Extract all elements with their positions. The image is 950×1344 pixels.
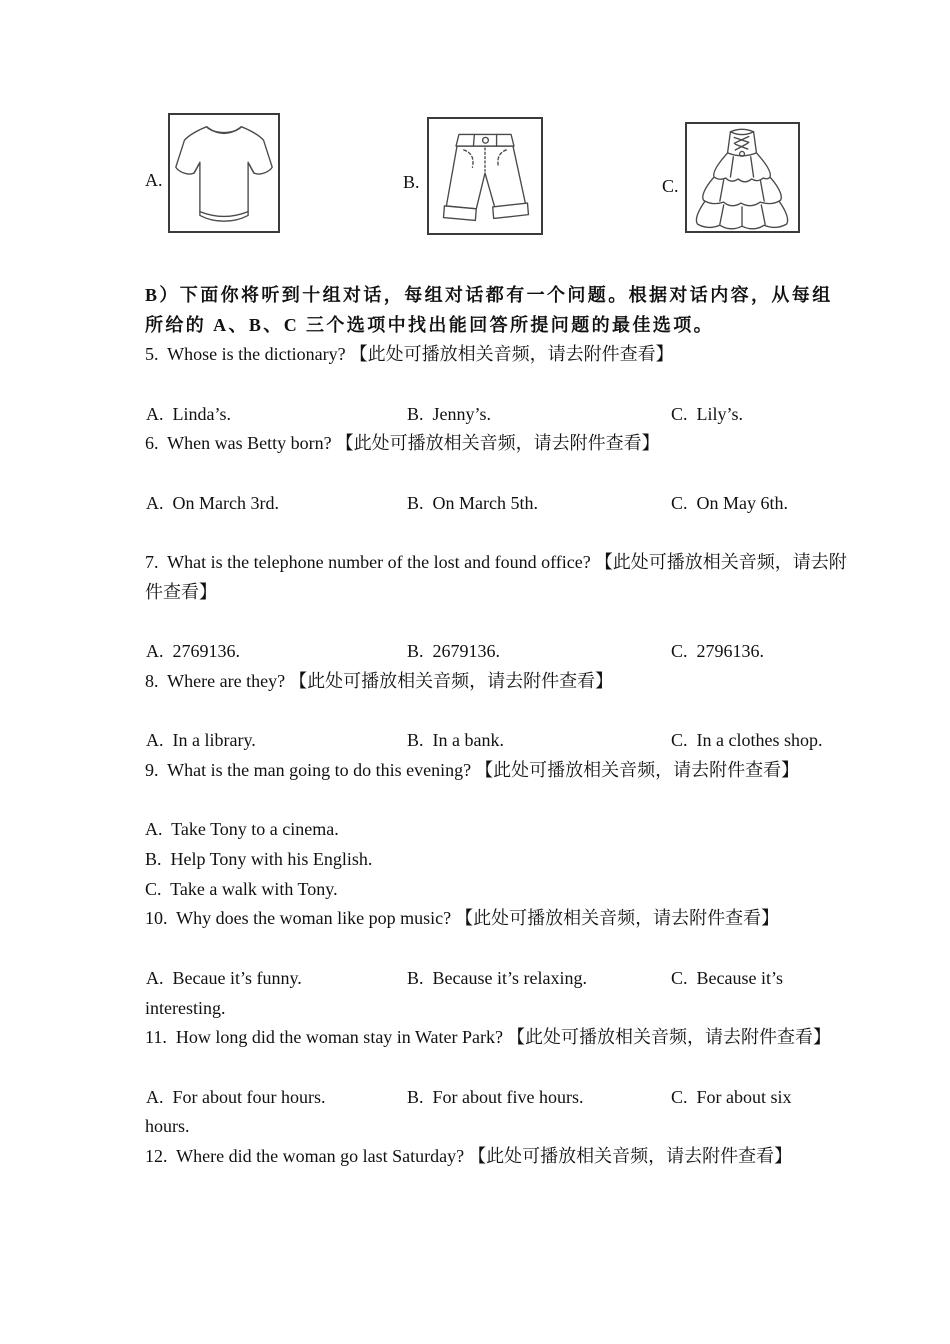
- dress-icon: [687, 124, 798, 231]
- question-10-audio-note: 【此处可播放相关音频，请去附件查看】: [455, 908, 780, 929]
- question-6-stem: 6. When was Betty born?: [145, 433, 332, 454]
- question-6-line: [145, 429, 835, 459]
- question-8-option-c: C. In a clothes shop.: [671, 730, 823, 751]
- picture-option-b-box: [427, 117, 543, 235]
- question-7-options: [145, 637, 835, 667]
- question-11-options: [145, 1083, 835, 1113]
- question-12-audio-note: 【此处可播放相关音频，请去附件查看】: [468, 1145, 793, 1166]
- question-10-option-c-overflow: interesting.: [145, 997, 226, 1018]
- question-8-options: [145, 726, 835, 756]
- question-12-line: [145, 1142, 835, 1172]
- spacer: [145, 697, 835, 727]
- spacer: [145, 934, 835, 964]
- question-7-line1: [145, 548, 847, 578]
- question-10-option-a: A. Becaue it’s funny.: [146, 967, 302, 988]
- t-shirt-icon: [170, 115, 278, 231]
- question-6-option-a: A. On March 3rd.: [146, 492, 279, 513]
- question-10-options: [145, 964, 835, 994]
- question-9-audio-note: 【此处可播放相关音频，请去附件查看】: [475, 760, 800, 780]
- picture-option-c-box: [685, 122, 800, 233]
- spacer: [145, 519, 835, 549]
- question-10-stem: 10. Why does the woman like pop music?: [145, 908, 452, 929]
- question-11-line: [145, 1023, 835, 1053]
- spacer: [145, 608, 835, 638]
- spacer: [145, 786, 835, 816]
- question-7-option-a: A. 2769136.: [146, 641, 240, 662]
- question-5-line: [145, 340, 835, 370]
- picture-option-a-box: [168, 113, 280, 233]
- question-8-stem: 8. Where are they?: [145, 670, 286, 691]
- question-8-line: [145, 667, 835, 697]
- question-11-stem: 11. How long did the woman stay in Water Park?: [145, 1027, 503, 1048]
- question-7-line2: [145, 578, 835, 608]
- question-6-audio-note: 【此处可播放相关音频，请去附件查看】: [335, 433, 660, 454]
- question-6-options: [145, 489, 835, 519]
- question-11-option-c: C. For about six: [671, 1086, 792, 1107]
- question-11-option-a: A. For about four hours.: [146, 1086, 326, 1107]
- question-9-stem: 9. What is the man going to do this evening?: [145, 760, 472, 780]
- spacer: [145, 459, 835, 489]
- question-9-option-b: B. Help Tony with his English.: [145, 849, 373, 870]
- question-5-audio-note: 【此处可播放相关音频，请去附件查看】: [349, 344, 674, 365]
- question-5-stem: 5. Whose is the dictionary?: [145, 344, 346, 365]
- question-9-line: [145, 756, 835, 786]
- question-10-line: [145, 904, 835, 934]
- spacer: [145, 1053, 835, 1083]
- question-7-option-c: C. 2796136.: [671, 641, 765, 662]
- shorts-icon: [429, 119, 541, 233]
- question-11-audio-note: 【此处可播放相关音频，请去附件查看】: [507, 1027, 831, 1048]
- question-7-audio-note-part2: 件查看】: [145, 581, 217, 602]
- picture-option-c-label: C.: [662, 176, 679, 196]
- picture-option-a-label: A.: [145, 170, 163, 190]
- question-9-option-c: C. Take a walk with Tony.: [145, 878, 338, 899]
- question-12-stem: 12. Where did the woman go last Saturday?: [145, 1145, 465, 1166]
- question-8-option-a: A. In a library.: [146, 730, 256, 751]
- question-5-options: [145, 400, 835, 430]
- question-7-option-b: B. 2679136.: [407, 641, 501, 662]
- section-b-heading-line2: 所给的 A、B、C 三个选项中找出能回答所提问题的最佳选项。: [145, 314, 715, 335]
- question-8-option-b: B. In a bank.: [407, 730, 504, 751]
- question-7-stem: 7. What is the telephone number of the lost and found office?: [145, 552, 591, 573]
- question-5-option-a: A. Linda’s.: [146, 403, 231, 424]
- question-5-option-c: C. Lily’s.: [671, 403, 744, 424]
- question-7-audio-note-part1: 【此处可播放相关音频，请去附: [594, 552, 847, 573]
- question-10-option-b: B. Because it’s relaxing.: [407, 967, 587, 988]
- question-6-option-c: C. On May 6th.: [671, 492, 788, 513]
- question-8-audio-note: 【此处可播放相关音频，请去附件查看】: [289, 670, 614, 691]
- picture-option-b-label: B.: [403, 172, 420, 192]
- question-10-option-c: C. Because it’s: [671, 967, 783, 988]
- question-5-option-b: B. Jenny’s.: [407, 403, 492, 424]
- question-9-option-a: A. Take Tony to a cinema.: [145, 819, 339, 840]
- question-11-option-c-overflow: hours.: [145, 1116, 190, 1137]
- section-b-content: [145, 281, 847, 1172]
- spacer: [145, 370, 835, 400]
- question-6-option-b: B. On March 5th.: [407, 492, 538, 513]
- section-b-heading-line1: B）下面你将听到十组对话，每组对话都有一个问题。根据对话内容，从每组: [145, 285, 833, 305]
- question-11-option-b: B. For about five hours.: [407, 1086, 584, 1107]
